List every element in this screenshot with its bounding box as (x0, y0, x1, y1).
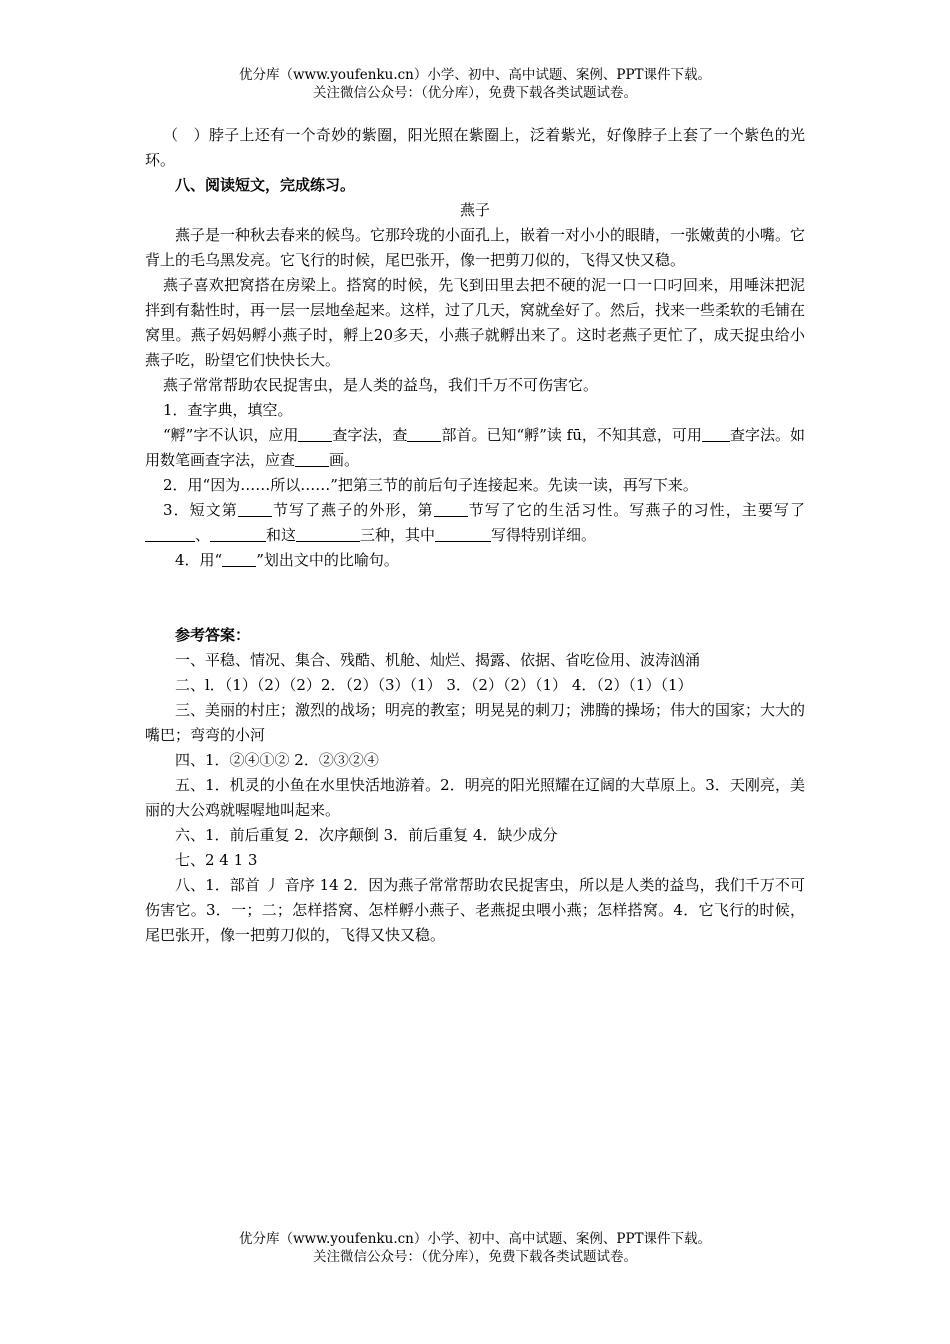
answer-3: 三、美丽的村庄；激烈的战场；明亮的教室；明晃晃的刺刀；沸腾的操场；伟大的国家；大大的嘴巴；弯弯的小河 (145, 701, 806, 744)
q1-blank-4[interactable] (295, 450, 329, 467)
page-header (0, 66, 950, 102)
passage-paragraph-1: 燕子是一种秋去春来的候鸟。它那玲珑的小面孔上，嵌着一对小小的眼睛，一张嫩黄的小嘴。它背上的毛乌黑发亮。它飞行的时候，尾巴张开，像一把剪刀似的，飞得又快又稳。 (145, 226, 806, 269)
question-item-neck-ring: （ ）脖子上还有一个奇妙的紫圈，阳光照在紫圈上，泛着紫光，好像脖子上套了一个紫色的光环。 (145, 126, 805, 169)
question-1-body (145, 423, 805, 473)
q3-text-7: 写得特别详细。 (491, 526, 597, 544)
q3-blank-6[interactable] (435, 525, 491, 542)
q4-underline-sample (222, 550, 256, 567)
q3-text-3: 节写了它的生活习性。写燕子的习性，主要写了 (467, 501, 805, 519)
q3-text-5: 和这 (266, 526, 297, 544)
answer-7: 七、2 4 1 3 (175, 851, 258, 869)
question-4 (145, 548, 805, 573)
q1-blank-2[interactable] (407, 425, 441, 442)
page-footer (0, 1230, 950, 1266)
answer-1: 一、平稳、情况、集合、残酷、机舱、灿烂、揭露、依据、省吃俭用、波涛汹涌 (175, 651, 701, 669)
q4-text-2: ”划出文中的比喻句。 (256, 551, 399, 569)
passage-title: 燕子 (459, 201, 490, 219)
footer-line-2: 关注微信公众号：（优分库），免费下载各类试题试卷。 (313, 1249, 637, 1265)
q3-blank-5[interactable] (296, 525, 360, 542)
answer-2: 二、l．（1）（2）（2）2．（2）（3）（1） 3．（2）（2）（1） 4．（2）（1）（1） (175, 676, 693, 694)
q1-blank-3a[interactable] (702, 425, 716, 442)
q3-blank-3[interactable] (145, 525, 195, 542)
question-3 (145, 498, 805, 548)
q1-text-3: 部首。已知“孵”读 fū，不知其意，可用 (441, 426, 702, 444)
q3-text-2: 节写了燕子的外形，第 (271, 501, 434, 519)
q1-blank-3b[interactable] (716, 425, 730, 442)
q1-text-1: “孵”字不认识，应用 (163, 426, 299, 444)
passage-paragraph-2: 燕子喜欢把窝搭在房梁上。搭窝的时候，先飞到田里去把不硬的泥一口一口叼回来，用唾沫把泥拌到有黏性时，再一层一层地垒起来。这样，过了几天，窝就垒好了。然后，找来一些柔软的毛铺在窝里。燕子妈妈孵小燕子时，孵上20多天，小燕子就孵出来了。这时老燕子更忙了，成天捉虫给小燕子吃，盼望它们快快长大。 (145, 276, 806, 369)
answer-8: 八、1．部首 丿 音序 14 2．因为燕子常常帮助农民捉害虫，所以是人类的益鸟，我们千万不可伤害它。3．一；二；怎样搭窝、怎样孵小燕子、老燕捉虫喂小燕；怎样搭窝。4．它飞行的时候，尾巴张开，像一把剪刀似的，飞得又快又稳。 (145, 876, 805, 944)
q3-text-4: 、 (195, 526, 211, 544)
question-1-label: 1．查字典，填空。 (163, 401, 293, 419)
q3-blank-2[interactable] (434, 500, 468, 517)
q1-blank-1[interactable] (298, 425, 332, 442)
spacer (145, 573, 805, 623)
header-line-2: 关注微信公众号：（优分库），免费下载各类试题试卷。 (313, 85, 637, 101)
passage-paragraph-3: 燕子常常帮助农民捉害虫，是人类的益鸟，我们千万不可伤害它。 (163, 376, 599, 394)
q3-blank-4[interactable] (210, 525, 266, 542)
answers-heading: 参考答案： (175, 626, 251, 644)
header-line-1: 优分库（www.youfenku.cn）小学、初中、高中试题、案例、PPT课件下载。 (238, 67, 712, 83)
q1-text-4: 查字法。如用数笔画查字法，应查 (145, 426, 805, 469)
q4-text-1: 4．用“ (175, 551, 223, 569)
q1-text-2: 查字法，查 (332, 426, 408, 444)
q3-text-1: 3．短文第 (163, 501, 238, 519)
q3-blank-1[interactable] (238, 500, 272, 517)
document-body (145, 123, 805, 948)
question-2: 2．用“因为……所以……”把第三节的前后句子连接起来。先读一读，再写下来。 (163, 476, 698, 494)
answer-6: 六、1．前后重复 2．次序颠倒 3．前后重复 4．缺少成分 (175, 826, 558, 844)
answer-5: 五、1．机灵的小鱼在水里快活地游着。2．明亮的阳光照耀在辽阔的大草原上。3．天刚亮，美丽的大公鸡就喔喔地叫起来。 (145, 776, 805, 819)
answer-4: 四、1．②④①② 2．②③②④ (175, 751, 379, 769)
footer-line-1: 优分库（www.youfenku.cn）小学、初中、高中试题、案例、PPT课件下载。 (238, 1231, 712, 1247)
section-8-heading: 八、阅读短文，完成练习。 (175, 176, 356, 194)
q3-text-6: 三种，其中 (360, 526, 436, 544)
q1-text-5: 画。 (329, 451, 360, 469)
